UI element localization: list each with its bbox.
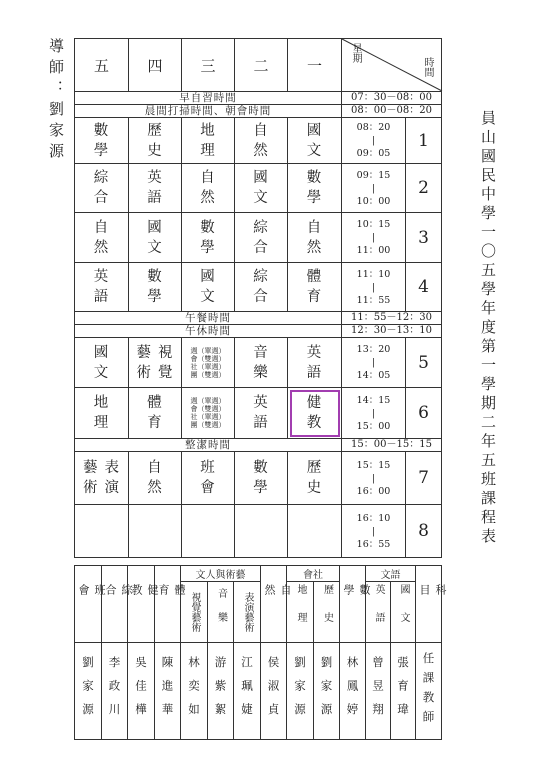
subject-label: 健教 — [130, 583, 159, 625]
period-time: 09：15 | 10：00 — [342, 164, 406, 213]
subject-label: 數學 — [342, 583, 371, 625]
subject-cell: 自 然 — [235, 118, 288, 164]
subject-cell: 音 樂 — [235, 338, 288, 388]
subject-cell: 數 學 — [182, 213, 235, 263]
subject-cell: 英 語 — [288, 338, 342, 388]
subject-label: 自然 — [263, 583, 292, 625]
subject-cell: 體 育 — [288, 263, 342, 312]
header-row — [75, 39, 442, 92]
teacher-name: 侯淑貞 — [266, 655, 281, 727]
period-row — [75, 263, 442, 312]
teacher-name: 林奕如 — [187, 655, 201, 727]
subject-cell: 綜 合 — [75, 164, 129, 213]
bar-row — [75, 92, 442, 105]
teacher-name: 陳進華 — [160, 655, 175, 727]
corner-header — [342, 39, 442, 92]
day-wed: 三 — [182, 39, 235, 92]
subject-header-row — [75, 566, 442, 582]
period-time: 16：10 | 16：55 — [342, 505, 406, 558]
teacher-name: 劉家源 — [81, 655, 95, 727]
subject-cell: 自 然 — [288, 213, 342, 263]
subject-label: 體育 — [157, 583, 186, 625]
arts-sub-label: 音樂 — [215, 588, 227, 636]
bar-row — [75, 439, 442, 452]
highlighted-subject-cell[interactable]: 健 教 — [288, 388, 342, 439]
teacher-header-label: 任課教師 — [421, 652, 436, 730]
language-header: 文語 — [366, 566, 416, 582]
period-time: 10：15 | 11：00 — [342, 213, 406, 263]
social-header: 會社 — [287, 566, 340, 582]
subject-cell: 數 學 — [288, 164, 342, 213]
period-time: 14：15 | 15：00 — [342, 388, 406, 439]
social-sub-label: 歷史 — [321, 584, 333, 640]
period-number: 1 — [406, 118, 442, 164]
empty-cell — [288, 505, 342, 558]
class-schedule-table — [74, 38, 442, 558]
period-row — [75, 213, 442, 263]
teacher-name: 劉家源 — [293, 655, 307, 727]
social-sub-label: 地理 — [295, 584, 306, 640]
period-row — [75, 164, 442, 213]
period-number: 8 — [406, 505, 442, 558]
subject-cell: 綜 合 — [235, 263, 288, 312]
teacher-table — [74, 565, 447, 740]
lunch-time: 11：55－12：30 — [342, 312, 442, 325]
morning-study-time: 07：30－08：00 — [342, 92, 442, 105]
subject-cell: 英 語 — [235, 388, 288, 439]
day-mon: 一 — [288, 39, 342, 92]
subject-cell: 自 然 — [75, 213, 129, 263]
subject-cell: 數 學 — [75, 118, 129, 164]
subject-cell: 英 語 — [129, 164, 182, 213]
subject-cell: 數 學 — [129, 263, 182, 312]
arts-header: 文人與術藝 — [181, 566, 261, 582]
morning-clean-time: 08：00－08：20 — [342, 105, 442, 118]
teacher-name-row — [75, 643, 442, 740]
arts-sub-label: 表演藝術 — [242, 592, 253, 632]
language-sub-label: 國文 — [398, 584, 409, 640]
empty-cell — [75, 505, 129, 558]
period-number: 7 — [406, 452, 442, 505]
period-time: 15：15 | 16：00 — [342, 452, 406, 505]
period-number: 6 — [406, 388, 442, 439]
teacher-name: 吳佳樺 — [134, 655, 148, 727]
nap-label: 午休時間 — [75, 325, 342, 338]
cleaning-time: 15：00－15：15 — [342, 439, 442, 452]
period-number: 3 — [406, 213, 442, 263]
subject-cell: 藝 術 視 覺 — [129, 338, 182, 388]
nap-time: 12：30－13：10 — [342, 325, 442, 338]
subject-cell: 地 理 — [75, 388, 129, 439]
day-thu: 四 — [129, 39, 182, 92]
subject-cell: 國 文 — [129, 213, 182, 263]
lunch-label: 午餐時間 — [75, 312, 342, 325]
corner-time-label: 時間 — [422, 57, 433, 77]
teacher-name: 林鳳婷 — [345, 655, 360, 727]
bar-row — [75, 105, 442, 118]
period-number: 2 — [406, 164, 442, 213]
empty-cell — [235, 505, 288, 558]
cleaning-label: 整潔時間 — [75, 439, 342, 452]
subject-cell: 國 文 — [182, 263, 235, 312]
teacher-name: 曾昱翔 — [371, 655, 385, 727]
language-sub-label: 英語 — [373, 584, 384, 640]
subject-cell: 地 理 — [182, 118, 235, 164]
subject-cell: 國 文 — [75, 338, 129, 388]
subject-label: 班會 — [77, 583, 106, 625]
subject-cell: 自 然 — [182, 164, 235, 213]
period-number: 5 — [406, 338, 442, 388]
subject-cell: 藝 術 表 演 — [75, 452, 129, 505]
subject-cell: 國 文 — [288, 118, 342, 164]
period-time: 08：20 | 09：05 — [342, 118, 406, 164]
period-number: 4 — [406, 263, 442, 312]
subject-cell: 數 學 — [235, 452, 288, 505]
teacher-name: 游紫絮 — [213, 655, 228, 727]
teacher-name: 李政川 — [107, 655, 122, 727]
subject-label: 綜合 — [104, 583, 133, 625]
subject-cell: 綜 合 — [235, 213, 288, 263]
subject-label: 科目 — [418, 583, 447, 625]
period-row — [75, 505, 442, 558]
teacher-name: 張育瑋 — [396, 655, 410, 727]
subject-cell: 英 語 — [75, 263, 129, 312]
bar-row — [75, 312, 442, 325]
period-row — [75, 338, 442, 388]
document-title: 員山國民中學一〇五學年度第一學期二年五班課程表 — [479, 110, 497, 547]
teacher-name: 江珮婕 — [240, 655, 254, 727]
period-row — [75, 388, 442, 439]
period-time: 13：20 | 14：05 — [342, 338, 406, 388]
corner-day-label: 星期 — [350, 43, 361, 63]
period-row — [75, 452, 442, 505]
arts-sub-label: 視覺藝術 — [189, 592, 200, 632]
subject-cell: 班 會 — [182, 452, 235, 505]
subject-cell: 體 育 — [129, 388, 182, 439]
morning-study-label: 早自習時間 — [75, 92, 342, 105]
day-tue: 二 — [235, 39, 288, 92]
subject-cell: 國 文 — [235, 164, 288, 213]
bar-row — [75, 325, 442, 338]
period-row — [75, 118, 442, 164]
empty-cell — [182, 505, 235, 558]
homeroom-teacher-label: 導師：劉家源 — [47, 38, 65, 164]
empty-cell — [129, 505, 182, 558]
morning-clean-label: 晨間打掃時間、朝會時間 — [75, 105, 342, 118]
club-cell: 週（單週） 會（雙週） 社（單週） 團（雙週） — [182, 338, 235, 388]
teacher-name: 劉家源 — [319, 655, 334, 727]
day-fri: 五 — [75, 39, 129, 92]
period-time: 11：10 | 11：55 — [342, 263, 406, 312]
club-cell: 週（單週） 會（雙週） 社（單週） 團（雙週） — [182, 388, 235, 439]
subject-cell: 歷 史 — [129, 118, 182, 164]
subject-cell: 自 然 — [129, 452, 182, 505]
subject-cell: 歷 史 — [288, 452, 342, 505]
